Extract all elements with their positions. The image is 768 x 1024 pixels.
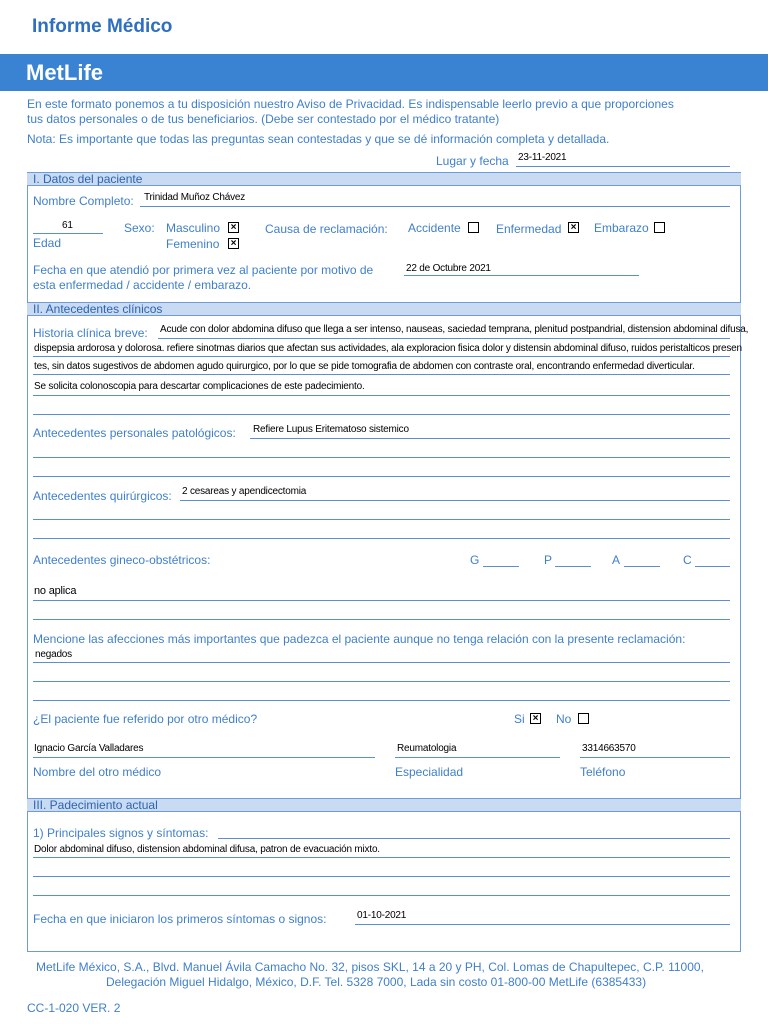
name-label: Nombre Completo: — [33, 194, 134, 208]
accident-checkbox[interactable] — [468, 222, 479, 233]
illness-label: Enfermedad — [496, 222, 562, 236]
intro-note: Nota: Es importante que todas las preguntas sean contestadas y que se dé información completa y detallada. — [27, 132, 610, 146]
intro-text-1: En este formato ponemos a tu disposición nuestro Aviso de Privacidad. Es indispensable leerlo previo a que proporciones — [27, 97, 674, 111]
female-label: Femenino — [166, 237, 220, 251]
first-visit-label-2: esta enfermedad / accidente / embarazo. — [33, 278, 252, 292]
sex-label: Sexo: — [124, 221, 155, 235]
symptoms-field[interactable]: Dolor abdominal difuso, distension abdominal difusa, patron de evacuación mixto. — [34, 844, 380, 855]
place-date-label: Lugar y fecha — [436, 154, 509, 168]
first-visit-label-1: Fecha en que atendió por primera vez al paciente por motivo de — [33, 263, 374, 277]
yes-label: Si — [514, 712, 525, 726]
conditions-label: Mencione las afecciones más importantes que padezca el paciente aunque no tenga relación con la presente reclamación: — [33, 632, 686, 646]
name-field[interactable]: Trinidad Muñoz Chávez — [144, 192, 246, 203]
intro-text-2: tus datos personales o de tus beneficiarios. (Debe ser contestado por el médico tratante) — [27, 112, 500, 126]
no-label: No — [556, 712, 572, 726]
male-label: Masculino — [166, 221, 221, 235]
conditions-field[interactable]: negados — [35, 649, 72, 660]
onset-field[interactable]: 01-10-2021 — [357, 910, 407, 921]
footer-address-1: MetLife México, S.A., Blvd. Manuel Ávila Camacho No. 32, pisos SKL, 14 a 20 y PH, Col. Lomas de Chapultepec, C.P. 11000, — [36, 960, 704, 974]
specialty-label: Especialidad — [395, 765, 464, 779]
c-label: C — [683, 553, 692, 567]
history-label: Historia clínica breve: — [33, 326, 148, 340]
doctor-label: Nombre del otro médico — [33, 765, 162, 779]
history-line-1[interactable]: Acude con dolor abdomina difuso que llega a ser intenso, nauseas, saciedad temprana, plenitud postpandrial, distension abdominal difusa, — [160, 324, 749, 335]
no-checkbox[interactable] — [578, 713, 589, 724]
history-line-4[interactable]: Se solicita colonoscopia para descartar complicaciones de este padecimiento. — [34, 381, 365, 392]
form-code: CC-1-020 VER. 2 — [27, 1001, 121, 1015]
phone-label: Teléfono — [580, 765, 626, 779]
brand-banner — [0, 54, 768, 91]
female-checkbox[interactable]: × — [228, 238, 239, 249]
cause-label: Causa de reclamación: — [265, 222, 388, 236]
referred-label: ¿El paciente fue referido por otro médico? — [33, 712, 258, 726]
pregnancy-checkbox[interactable] — [654, 222, 665, 233]
page-title: Informe Médico — [32, 16, 173, 37]
section-2-header: II. Antecedentes clínicos — [27, 302, 741, 316]
age-label: Edad — [33, 236, 62, 250]
phone-field[interactable]: 3314663570 — [582, 743, 636, 754]
doctor-field[interactable]: Ignacio García Valladares — [34, 743, 144, 754]
a-label: A — [612, 553, 621, 567]
history-line-3[interactable]: tes, sin datos sugestivos de abdomen agudo quirurgico, por lo que se pide tomografia de abdomen con contraste oral, encontrando enfermedad diverticular. — [34, 361, 695, 372]
history-line-2[interactable]: dispepsia ardorosa y dolorosa. refiere sinotmas diarios que afectan sus actividades, ala exploracion fisica dolor y distensin abdominal difuso, ruidos peristalticos presen — [34, 343, 742, 354]
first-visit-field[interactable]: 22 de Octubre 2021 — [406, 263, 491, 274]
pathological-field[interactable]: Refiere Lupus Eritematoso sistemico — [253, 424, 409, 435]
footer-address-2: Delegación Miguel Hidalgo, México, D.F. Tel. 5328 7000, Lada sin costo 01-800-00 MetLife (6385433) — [106, 975, 647, 989]
section-1-header: I. Datos del paciente — [27, 172, 741, 186]
gyneco-field[interactable]: no aplica — [34, 585, 77, 597]
male-checkbox[interactable]: × — [228, 222, 239, 233]
gyneco-label: Antecedentes gineco-obstétricos: — [33, 553, 211, 567]
place-date-value[interactable]: 23-11-2021 — [518, 152, 567, 163]
pathological-label: Antecedentes personales patológicos: — [33, 426, 236, 440]
symptoms-label: 1) Principales signos y síntomas: — [33, 826, 209, 840]
illness-checkbox[interactable]: × — [568, 222, 579, 233]
accident-label: Accidente — [408, 221, 461, 235]
brand-logo: MetLife — [26, 60, 103, 85]
p-label: P — [544, 553, 553, 567]
age-field[interactable]: 61 — [62, 220, 73, 231]
section-3-header: III. Padecimiento actual — [27, 798, 741, 812]
surgical-field[interactable]: 2 cesareas y apendicectomia — [182, 486, 307, 497]
specialty-field[interactable]: Reumatologia — [397, 743, 457, 754]
g-label: G — [470, 553, 480, 567]
yes-checkbox[interactable]: × — [530, 713, 541, 724]
surgical-label: Antecedentes quirúrgicos: — [33, 489, 172, 503]
pregnancy-label: Embarazo — [594, 221, 649, 235]
onset-label: Fecha en que iniciaron los primeros síntomas o signos: — [33, 912, 327, 926]
